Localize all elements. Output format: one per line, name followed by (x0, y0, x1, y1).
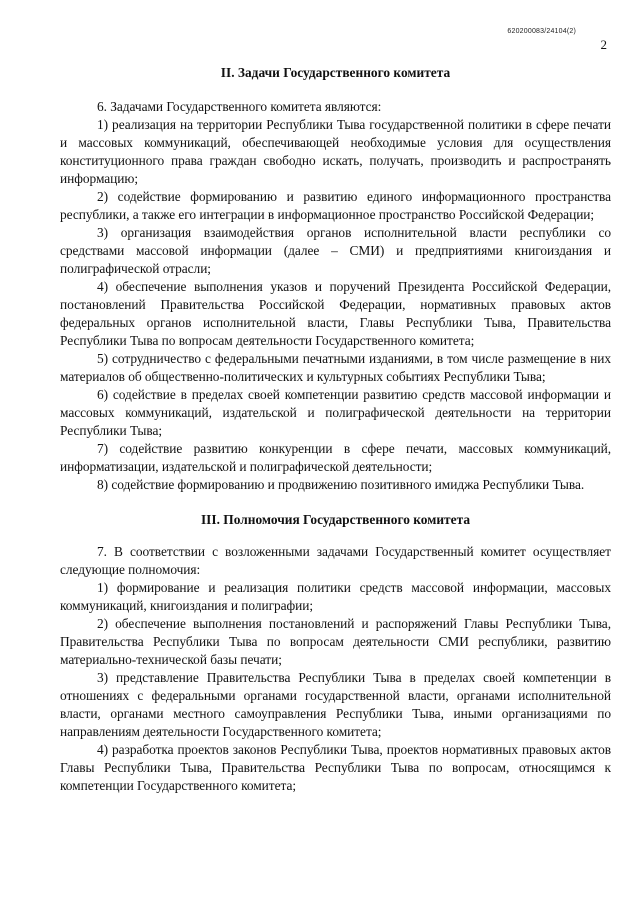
paragraph: 1) реализация на территории Республики Тыва государственной политики в сфере печати и массовых коммуникаций, обеспечивающей необходимые условия для осуществления конституционного права граждан свободно искать, получать, производить и распространять информацию; (60, 117, 611, 186)
paragraph: 3) организация взаимодействия органов исполнительной власти республики со средствами массовой информации (далее – СМИ) и предприятиями книгоиздания и полиграфической отрасли; (60, 225, 611, 276)
document-id: 620200083/24104(2) (507, 28, 576, 35)
paragraph: 4) разработка проектов законов Республики Тыва, проектов нормативных правовых актов Главы Республики Тыва, Правительства Республики Тыва по вопросам, относящимся к компетенции Государственного комитета; (60, 742, 611, 793)
section-3-body (60, 543, 611, 795)
paragraph: 7) содействие развитию конкуренции в сфере печати, массовых коммуникаций, информатизации, издательской и полиграфической деятельности; (60, 441, 611, 474)
paragraph: 6) содействие в пределах своей компетенции развитию средств массовой информации и массовых коммуникаций, издательской и полиграфической деятельности на территории Республики Тыва; (60, 387, 611, 438)
page-number: 2 (600, 37, 607, 52)
paragraph: 8) содействие формированию и продвижению позитивного имиджа Республики Тыва. (97, 477, 585, 492)
paragraph: 2) содействие формированию и развитию единого информационного пространства республики, а также его интеграции в информационное пространство Российской Федерации; (60, 189, 611, 222)
section-2-body (60, 98, 611, 494)
document-body (60, 64, 611, 795)
paragraph: 5) сотрудничество с федеральными печатными изданиями, в том числе размещение в них материалов об общественно-политических и культурных событиях Республики Тыва; (60, 351, 611, 384)
paragraph: 2) обеспечение выполнения постановлений и распоряжений Главы Республики Тыва, Правительства Республики Тыва по вопросам деятельности СМИ республики, развитию материально-технической базы печати; (60, 616, 611, 667)
paragraph: 1) формирование и реализация политики средств массовой информации, массовых коммуникаций, книгоиздания и полиграфии; (60, 580, 611, 613)
paragraph: 3) представление Правительства Республики Тыва в пределах своей компетенции в отношениях с федеральными органами государственной власти, органами исполнительной власти, органами местного самоуправления Республики Тыва, иными организациями по направлениям деятельности Государственного комитета; (60, 670, 611, 739)
paragraph: 6. Задачами Государственного комитета являются: (97, 99, 382, 114)
paragraph: 4) обеспечение выполнения указов и поручений Президента Российской Федерации, постановлений Правительства Российской Федерации, нормативных правовых актов федеральных органов исполнительной власти, Главы Республики Тыва, Правительства Республики Тыва по вопросам деятельности Государственного комитета; (60, 279, 611, 348)
paragraph: 7. В соответствии с возложенными задачами Государственный комитет осуществляет следующие полномочия: (60, 544, 611, 577)
section-2-title: II. Задачи Государственного комитета (220, 65, 451, 80)
section-3-title: III. Полномочия Государственного комитета (200, 512, 471, 527)
